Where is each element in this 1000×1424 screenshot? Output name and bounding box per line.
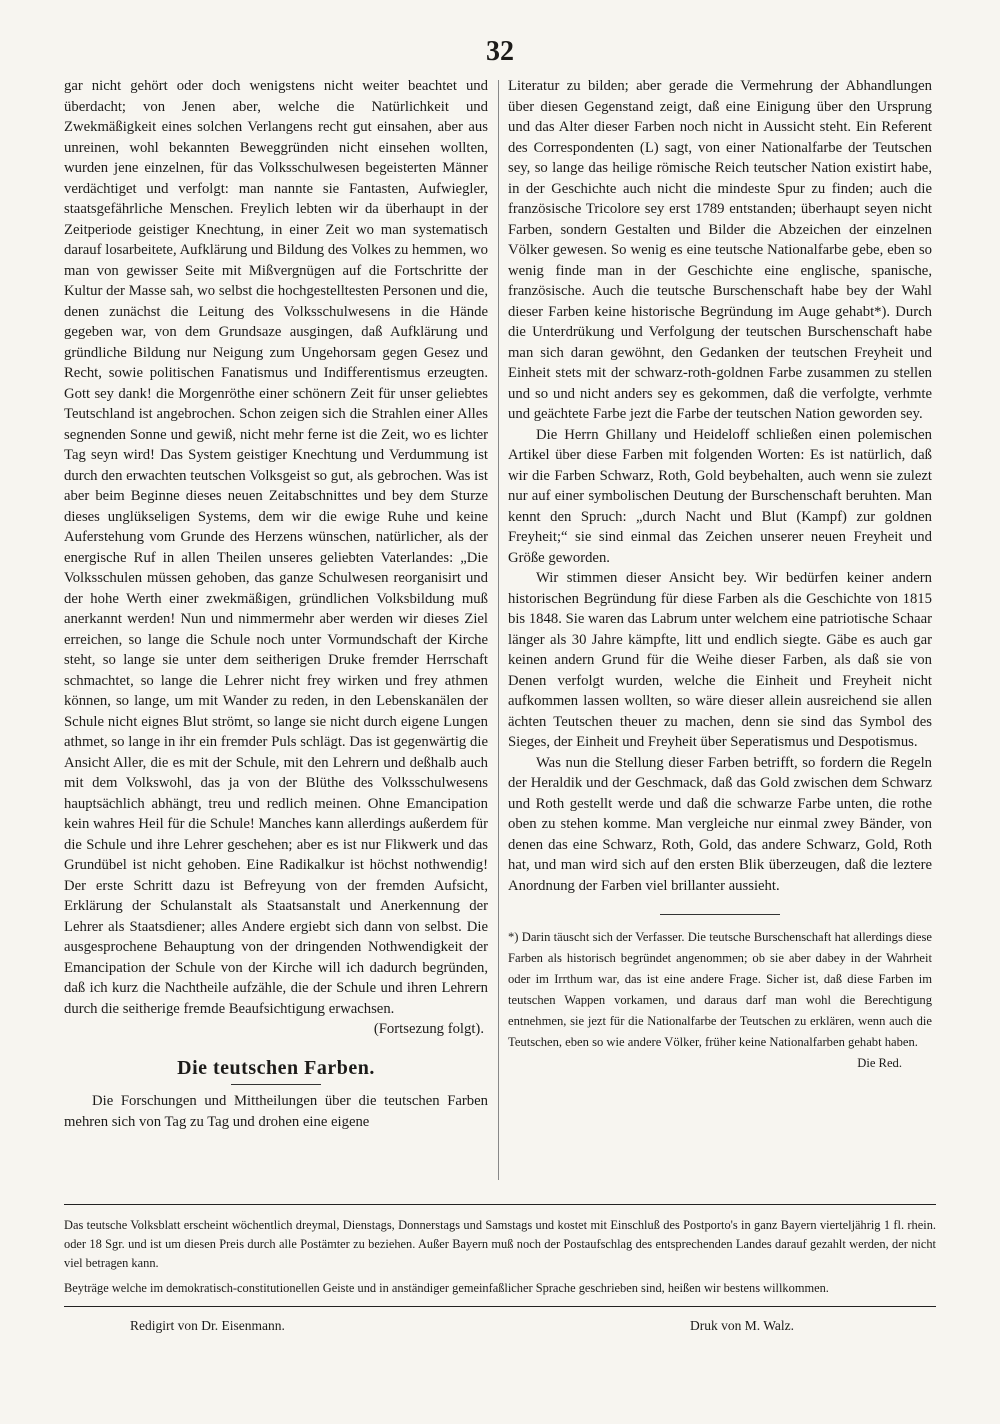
title-rule: [231, 1084, 321, 1085]
column-divider: [498, 80, 499, 1180]
article-paragraph: Was nun die Stellung dieser Farben betrifft, so fordern die Regeln der Heraldik und der Geschmack, daß das Gold zwischen dem Schwarz und Roth gestellt werde und daß die schwarze Farbe unten, die rothe oben zu stehen komme. Man vergleiche nur einmal zwey Bänder, von denen das eine Schwarz, Roth, Gold, das andere Schwarz, Gold, Roth hat, und man wird sich auf den ersten Blik überzeugen, daß die leztere Anordnung der Farben viel brillanter aussieht.: [508, 754, 932, 894]
article-paragraph: gar nicht gehört oder doch wenigstens nicht weiter beachtet und überdacht; von Jenen aber, welche die Natürlichkeit und Zwekmäßigkeit eines solchen Verlangens recht gut einsahen, aber aus unreinen, wohl bekannten Beweggründen nicht einsehen wollten, wurden jene einzelnen, für das Volksschulwesen begeisterten Männer verdächtiget und verfolgt: man nannte sie Fantasten, Aufwiegler, staatsgefährliche Menschen. Freylich lebten wir da überhaupt in der Zeitperiode geistiger Knechtung, in einer Zeit wo man systematisch darauf losarbeitete, Aufklärung und Bildung des Volkes zu hemmen, wo man von gewisser Seite mit Mißvergnügen auf die Fortschritte der Kultur der Masse sah, wo selbst die hochgestelltesten Personen und die, denen zunächst die Leitung des Volksschulwesens in die Hände gegeben war, von dem Grundsaze ausgingen, daß Aufklärung und gründliche Bildung nur Neigung zum Ungehorsam gegen Gesez und Recht, sowie politischen Fanatismus und Indifferentismus erzeugten. Gott sey dank! die Morgenröthe einer schönern Zeit für unser geliebtes Teutschland ist angebrochen. Schon zeigen sich die Strahlen einer Alles segnenden Sonne und gewiß, nicht mehr ferne ist die Zeit, wo es lichter Tag seyn wird! Das System geistiger Knechtung und Verdummung ist durch den erwachten teutschen Volksgeist so gut, als gebrochen. Was ist aber beim Beginne dieses neuen Zeitabschnittes und bey dem Sturze dieses unglükseligen Systems, dem wir die ewige Ruhe und keine Auferstehung vom Grunde des Herzens wünschen, natürlicher, als der energische Ruf in allen Theilen unseres geliebten Vaterlandes: „Die Volksschulen müssen gehoben, das ganze Schulwesen reorganisirt und der hohe Werth einer zwekmäßigen, gründlichen Volksbildung muß anerkannt werden! Nun und nimmermehr aber werden wir dieses Ziel erreichen, so lange die Schule noch unter Vormundschaft der Kirche steht, so lange sie unter dem seitherigen Druke fremder Herrschaft schmachtet, so lange die Lehrer nicht frey wirken und frey athmen können, so lange, um mit Wander zu reden, in den Lebenskanälen der Schule nicht eignes Blut strömt, so lange sie nicht durch eigene Lungen athmet, so lange in ihr ein fremder Puls schlägt. Das ist gegenwärtig die Ansicht Aller, die es mit der Schule, mit den Lehrern und deßhalb auch mit dem Volkswohl, das ja von der Blüthe des Volksschulwesens hauptsächlich abhängt, treu und redlich meinen. Ohne Emancipation kein wahres Heil für die Schule! Manches kann allerdings außerdem für die Schule und ihre Lehrer geschehen; aber es ist nur Flikwerk und das Grundübel ist nicht gehoben. Eine Radikalkur ist höchst nothwendig! Der erste Schritt dazu ist Befreyung von der fremden Aufsicht, Erklärung der Schulanstalt als Staatsanstalt und Anerkennung der Lehrer als Staatsdiener; alles Andere ergiebt sich dann von selbst. Die ausgesprochene Behauptung von der dringenden Nothwendigkeit der Emancipation der Schule von der Kirche will ich dadurch begründen, daß ich kurz die Nachtheile aufzähle, die der Schule und ihren Lehrern durch die seitherige fremde Beaufsichtigung erwachsen.: [64, 78, 488, 1017]
article-paragraph: Die Herrn Ghillany und Heideloff schließen einen polemischen Artikel über diese Farben mit folgenden Worten: Es ist natürlich, daß wir die Farben Schwarz, Roth, Gold beybehalten, auch wenn sie zulezt nur auf einer symbolischen Deutung der Burschenschaft beruhten. Man kennt den Spruch: „durch Nacht und Blut (Kampf) zur goldnen Freyheit;“ sie sind einmal das Zeichen unserer neuen Freyheit und Größe geworden.: [508, 426, 932, 566]
continuation-note: (Fortsezung folgt).: [373, 1021, 484, 1037]
footer-bottom-rule: [64, 1306, 936, 1307]
footnote-rule: [660, 914, 780, 915]
footnote-text: *) Darin täuscht sich der Verfasser. Die teutsche Burschenschaft hat allerdings diese Farben als historisch begründet angenommen; ob sie aber dabey in der Wahrheit oder im Irrthum war, das ist eine andere Frage. Sicher ist, daß diese Farben im teutschen Wappen vorkamen, und daraus darf man wohl die Berechtigung entnehmen, sie jezt für die Nationalfarbe der Teutschen zu erklären, wenn auch die Teutschen, eben so wie andere Völker, früher keine Nationalfarben gehabt haben.: [508, 930, 932, 1049]
subscription-notice: Das teutsche Volksblatt erscheint wöchentlich dreymal, Dienstags, Donnerstags und Samstags und kostet mit Einschluß des Postporto's in ganz Bayern vierteljährig 1 fl. rhein. oder 18 Sgr. und ist um diesen Preis durch alle Postämter zu beziehen. Außer Bayern muß noch der Postaufschlag des entsprechenden Landes darauf gezahlt werden, der nicht viel betragen kann.: [64, 1218, 936, 1270]
article-title: Die teutschen Farben.: [177, 1056, 375, 1079]
article-paragraph: Literatur zu bilden; aber gerade die Vermehrung der Abhandlungen über diesen Gegenstand zeigt, daß eine Einigung über den Ursprung und das Alter dieser Farben noch nicht in Aussicht steht. Ein Referent des Correspondenten (L) sagt, von einer Nationalfarbe der Teutschen sey, so lange das heilige römische Reich teutscher Nation existirt habe, in der Geschichte auch nicht die mindeste Spur zu finden; auch die französische Tricolore sey erst 1789 entstanden; überhaupt seyen nicht Farben, sondern Gestalten und Bilder die Abzeichen der einzelnen Völker gewesen. So wenig es eine teutsche Nationalfarbe gebe, eben so wenig finde man in der Geschichte eine englische, spanische, französische. Auch die teutsche Burschenschaft habe bey der Wahl dieser Farben keine historische Begründung im Auge gehabt*). Durch die Unterdrükung und Verfolgung der teutschen Burschenschaft habe man sich daran gewöhnt, den Gedanken der teutschen Freyheit und Einheit stets mit der schwarz-roth-goldnen Farbe zusammen zu stellen und so und nicht anders sey es gekommen, daß die verfolgte, verhmte und geächtete Farbe jezt die Farbe der teutschen Nation geworden sey.: [508, 78, 932, 422]
footnote-signature: Die Red.: [857, 1056, 902, 1070]
footer-notice: [64, 1216, 936, 1304]
right-column: [508, 76, 932, 1074]
left-column: [64, 76, 488, 1132]
article-paragraph: Die Forschungen und Mittheilungen über die teutschen Farben mehren sich von Tag zu Tag und drohen eine eigene: [64, 1093, 488, 1130]
contributions-notice: Beyträge welche im demokratisch-constitutionellen Geiste und in anständiger gemeinfaßlicher Sprache geschrieben sind, heißen wir bestens willkommen.: [64, 1281, 829, 1295]
footer-top-rule: [64, 1204, 936, 1205]
page-number: 32: [486, 36, 514, 67]
article-paragraph: Wir stimmen dieser Ansicht bey. Wir bedürfen keiner andern historischen Begründung für diese Farben als die Geschichte von 1815 bis 1848. Sie waren das Labrum unter welchem eine patriotische Schaar länger als 30 Jahre kämpfte, litt und endlich siegte. Gäbe es auch gar keinen andern Grund für die Weihe dieser Farben, als daß sie von Denen verfolgt wurden, welche die Einheit und Freyheit nicht aufkommen lassen wollten, so wäre dieser allein ausreichend sie allen ächten Teutschen theuer zu machen, denn sie sind das Symbol des Sieges, der Einheit und Freyheit über Seperatismus und Despotismus.: [508, 570, 932, 750]
editor-credit: Redigirt von Dr. Eisenmann.: [130, 1318, 285, 1333]
footnote: [508, 927, 932, 1074]
printer-credit: Druk von M. Walz.: [690, 1318, 795, 1333]
